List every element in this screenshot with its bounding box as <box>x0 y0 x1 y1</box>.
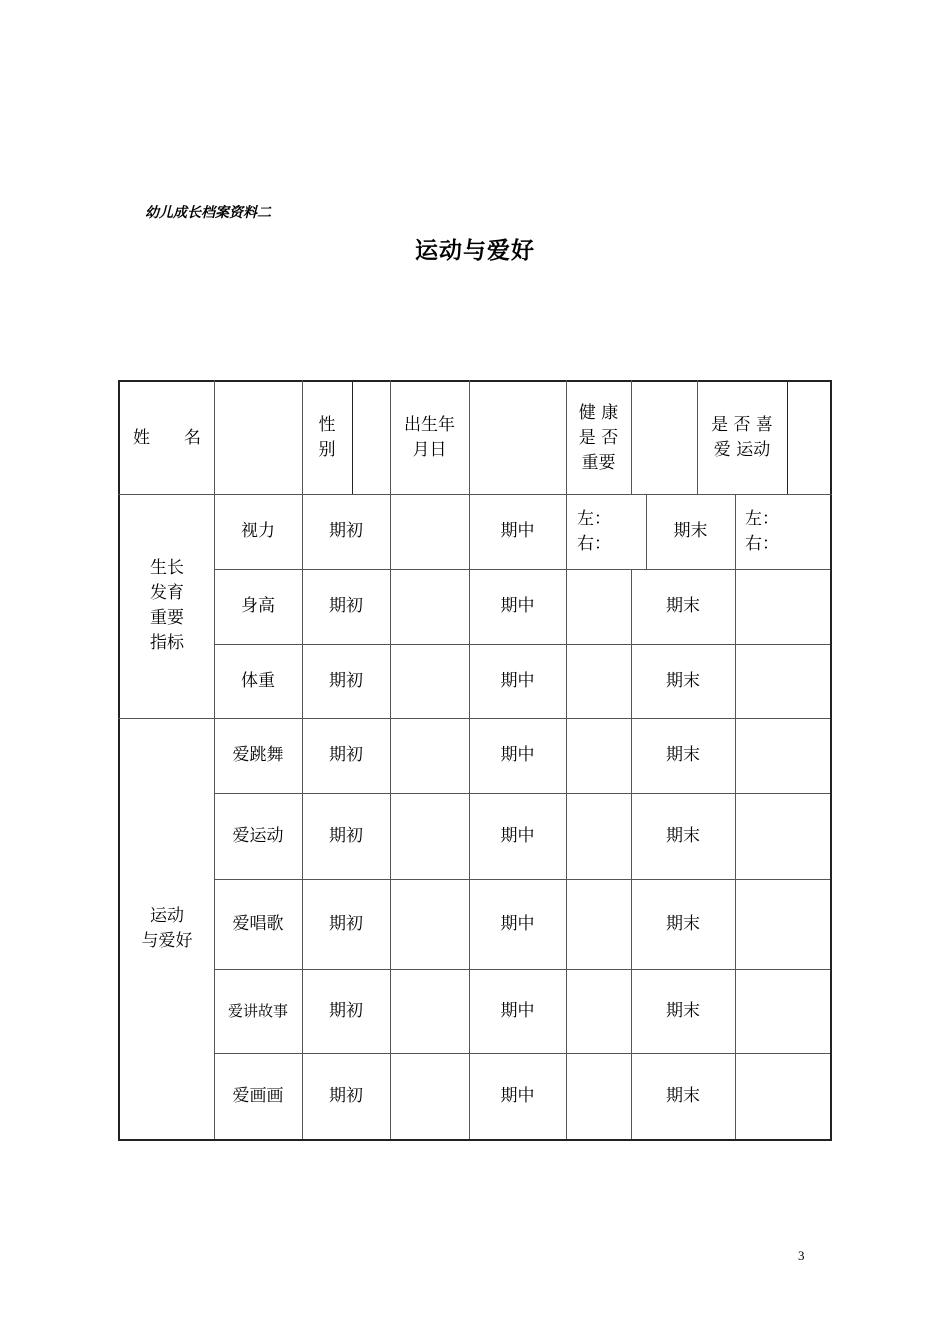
period-end-label: 期末 <box>666 1085 700 1106</box>
row-label-story: 爱讲故事 <box>227 1001 288 1020</box>
period-start-label: 期初 <box>329 745 363 765</box>
gender-label: 性 别 <box>318 415 336 460</box>
row-label-height: 身高 <box>241 596 275 616</box>
period-start-label: 期初 <box>329 1000 363 1021</box>
eye-fields-middle: 左： 右： <box>577 508 611 554</box>
row-label-weight: 体重 <box>241 670 275 691</box>
period-middle-label: 期中 <box>500 1000 535 1021</box>
document-subtitle: 幼儿成长档案资料二 <box>145 205 271 221</box>
period-start-label: 期初 <box>329 596 363 616</box>
row-label-vision: 视力 <box>241 521 275 541</box>
row-label-draw: 爱画画 <box>232 1085 284 1106</box>
eye-fields-end: 左： 右： <box>745 508 779 554</box>
period-middle-label: 期中 <box>500 670 535 691</box>
hobbies-group-label: 运动 与爱好 <box>141 905 193 951</box>
row-label-sport: 爱运动 <box>232 825 284 846</box>
period-middle-label: 期中 <box>500 745 535 765</box>
row-label-sing: 爱唱歌 <box>232 913 284 934</box>
period-end-label: 期末 <box>673 521 708 541</box>
table-line <box>735 494 736 569</box>
period-middle-label: 期中 <box>500 521 535 541</box>
row-label-dance: 爱跳舞 <box>232 745 284 765</box>
growth-group-label: 生长 发育 重要 指标 <box>150 558 184 653</box>
period-start-label: 期初 <box>329 521 363 541</box>
page-number: 3 <box>798 1248 805 1263</box>
period-start-label: 期初 <box>329 1085 363 1106</box>
period-middle-label: 期中 <box>500 913 535 934</box>
period-start-label: 期初 <box>329 825 363 846</box>
name-label: 姓 名 <box>133 427 201 448</box>
period-middle-label: 期中 <box>500 825 535 846</box>
document-title: 运动与爱好 <box>415 238 535 264</box>
table-line <box>352 380 353 494</box>
table-border-bottom <box>118 1139 832 1141</box>
period-end-label: 期末 <box>666 745 700 765</box>
period-middle-label: 期中 <box>500 596 535 616</box>
period-end-label: 期末 <box>666 596 700 616</box>
birth-date-label: 出生年 月日 <box>404 415 455 460</box>
period-start-label: 期初 <box>329 913 363 934</box>
period-end-label: 期末 <box>666 825 700 846</box>
period-end-label: 期末 <box>666 670 700 691</box>
period-end-label: 期末 <box>666 1000 700 1021</box>
table-line <box>631 380 632 494</box>
table-line <box>787 380 788 494</box>
period-end-label: 期末 <box>666 913 700 934</box>
health-important-label: 健 康 是 否 重要 <box>578 402 619 473</box>
likes-sport-label: 是 否 喜 爱 运动 <box>711 415 773 460</box>
table-line <box>735 569 736 1139</box>
period-start-label: 期初 <box>329 670 363 691</box>
period-middle-label: 期中 <box>500 1085 535 1106</box>
